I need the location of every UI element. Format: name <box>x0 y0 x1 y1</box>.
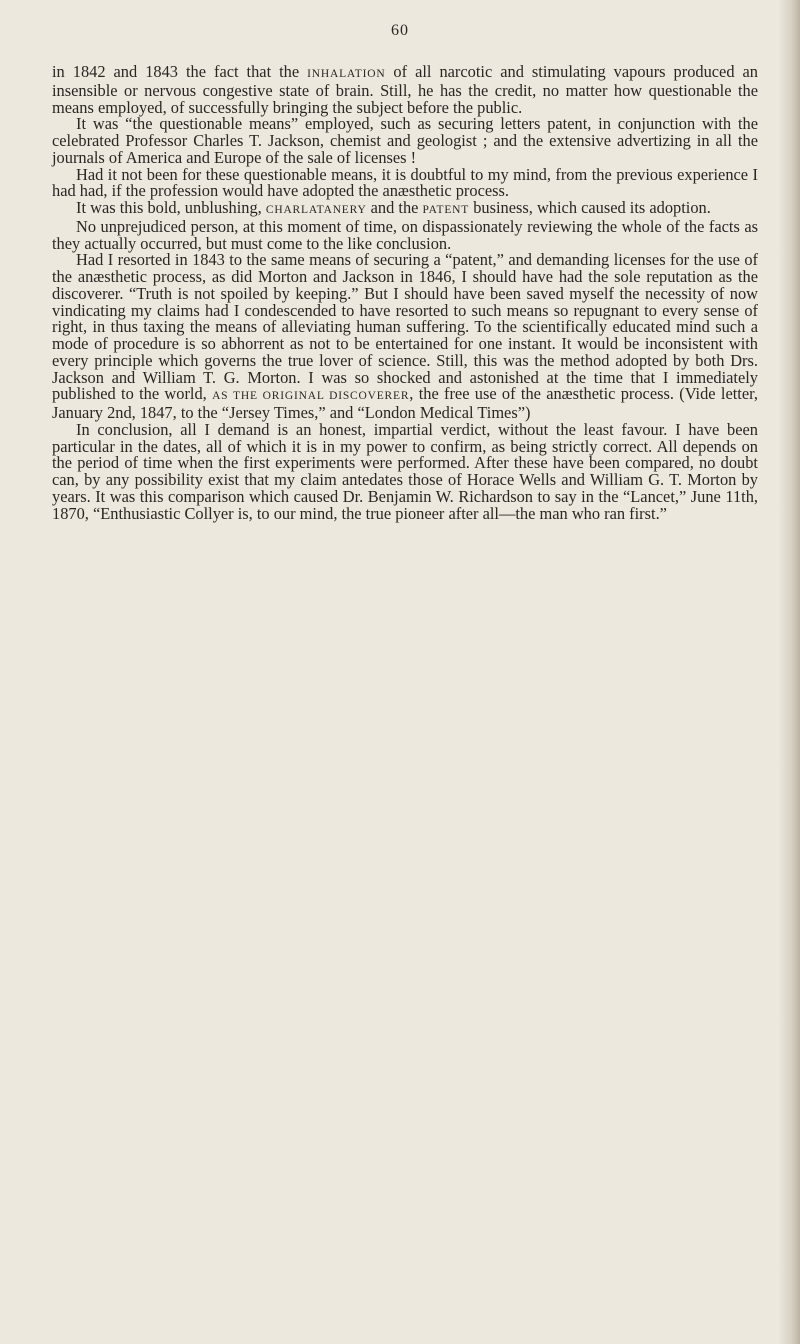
paragraph <box>52 64 758 116</box>
body-text <box>52 64 758 522</box>
text-run: of all narcotic and stimulating vapours produced an insensible or nervous congestive state of brain. Still, he has the credit, no matter how questionable the means employed, of successfully bringing the subject before the public. <box>52 62 758 117</box>
text-run: business, which caused its adoption. <box>469 198 711 217</box>
text-run: in 1842 and 1843 the fact that the <box>52 62 308 81</box>
text-run: No unprejudiced person, at this moment of time, on dispassionately reviewing the whole of the facts as they actually occurred, but must come to the like conclusion. <box>52 216 758 253</box>
paragraph <box>52 216 758 253</box>
small-caps-run: AS THE ORIGINAL DISCOVERER <box>212 390 410 403</box>
page-edge-shadow <box>778 0 800 1344</box>
text-run: It was this bold, unblushing, <box>76 198 266 217</box>
text-run: , the free use of the anæsthetic process. (Vide letter, January 2nd, 1847, to the “Jersey Times,” and “London Medical Times”) <box>52 384 758 422</box>
paragraph <box>52 116 758 166</box>
text-run: Had it not been for these questionable means, it is doubtful to my mind, from the previous experience I had had, if the profession would have adopted the anæsthetic process. <box>52 164 758 201</box>
paragraph <box>52 252 758 422</box>
text-run: Had I resorted in 1843 to the same means of securing a “patent,” and demanding licenses for the use of the anæsthetic process, as did Morton and Jackson in 1846, I should have had the sole reputation as the discoverer. “Truth is not spoiled by keeping.” But I should have been saved myself the necessity of now vindicating my claims had I condescended to have resorted to such means so repugnant to every sense of right, in thus taxing the means of alleviating human suffering. To the scientifically educated mind such a mode of procedure is so abhorrent as not to be entertained for one instant. It would be inconsistent with every principle which governs the true lover of science. Still, this was the method adopted by both Drs. Jackson and William T. G. Morton. I was so shocked and astonished at the time that I immediately published to the world, <box>52 250 758 404</box>
paragraph <box>52 164 758 201</box>
page-number: 60 <box>391 22 409 39</box>
text-run: It was “the questionable means” employed, such as securing letters patent, in conjunction with the celebrated Professor Charles T. Jackson, chemist and geologist ; and the extensive advertizing in all the journals of America and Europe of the sale of licenses ! <box>52 114 758 167</box>
small-caps-run: INHALATION <box>307 68 386 80</box>
text-run: and the <box>366 198 423 217</box>
text-run: In conclusion, all I demand is an honest, impartial verdict, without the least favour. I have been particular in the dates, all of which it is in my power to confirm, as being strictly correct. All depends on the period of time when the first experiments were performed. After these have been compared, no doubt can, by any possibility exist that my claim antedates those of Horace Wells and William G. T. Morton by years. It was this comparison which caused Dr. Benjamin W. Richardson to say in the “Lancet,” June 11th, 1870, “Enthusiastic Collyer is, to our mind, the true pioneer after all—the man who ran first.” <box>52 419 758 523</box>
small-caps-run: CHARLATANERY <box>265 204 367 216</box>
paragraph <box>52 419 758 523</box>
small-caps-run: PATENT <box>422 204 470 216</box>
